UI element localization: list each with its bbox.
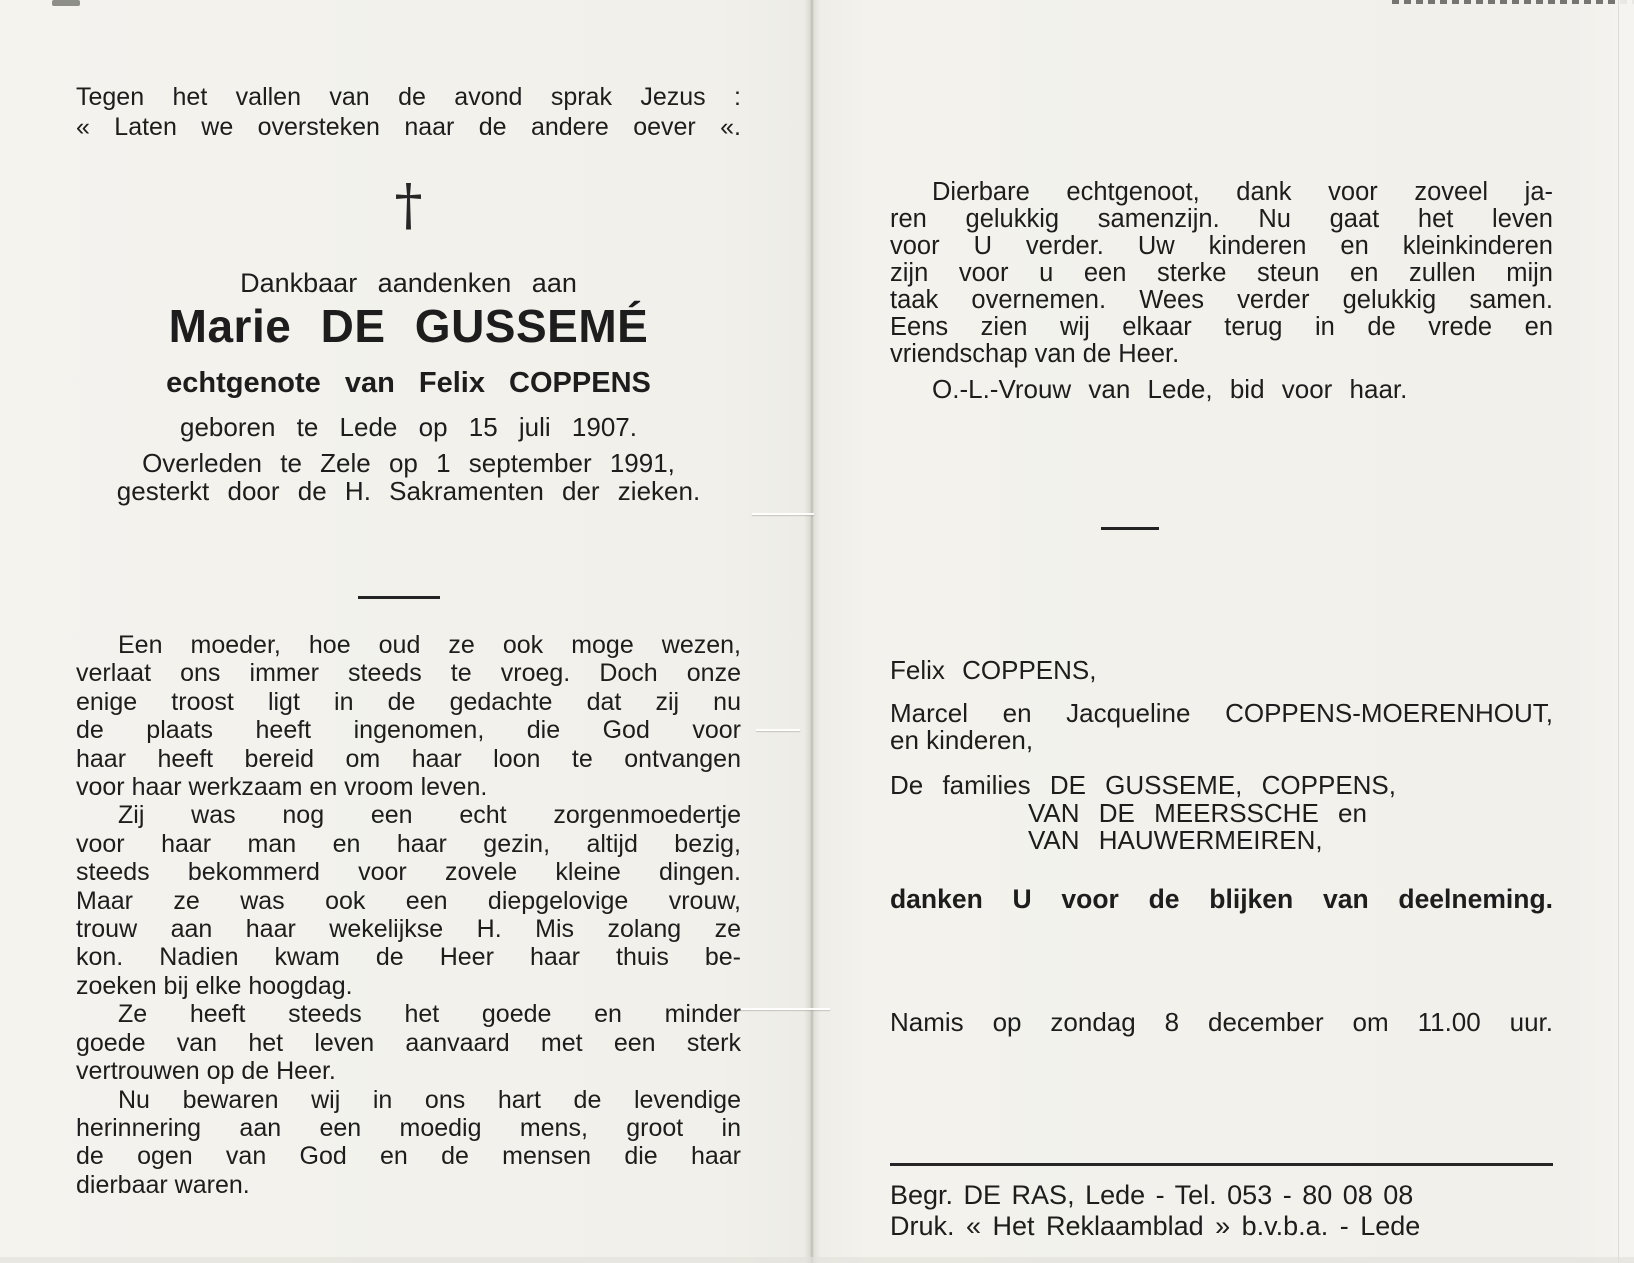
- text-line: de ogen van God en de mensen die haar: [76, 1142, 741, 1171]
- text-line: zoeken bij elke hoogdag.: [76, 971, 353, 1000]
- intro-line: Dankbaar aandenken aan: [240, 268, 577, 298]
- farewell-text: [890, 179, 1553, 368]
- memorial-text: [76, 631, 741, 1199]
- scripture-quote: [76, 82, 741, 142]
- section-divider-left: [358, 596, 440, 599]
- text-line: Overleden te Zele op 1 september 1991,: [142, 448, 675, 478]
- text-line: haar heeft bereid om haar loon te ontvangen: [76, 744, 741, 773]
- text-line: Dierbare echtgenoot, dank voor zoveel ja-: [932, 178, 1553, 206]
- cross-icon: †: [394, 173, 423, 238]
- paper-edge-right: [1618, 0, 1634, 1263]
- text-line: herinnering aan een moedig mens, groot in: [76, 1113, 741, 1142]
- undertaker-line: Begr. DE RAS, Lede - Tel. 053 - 80 08 08: [890, 1180, 1414, 1210]
- text-line: Tegen het vallen van de avond sprak Jezus :: [76, 83, 741, 111]
- text-line: gesterkt door de H. Sakramenten der zieken.: [116, 476, 701, 506]
- text-line: « Laten we oversteken naar de andere oever «.: [76, 113, 741, 141]
- left-page: [76, 0, 741, 1263]
- text-line: voor U verder. Uw kinderen en kleinkinderen: [890, 232, 1553, 260]
- mourner-families: [890, 772, 1553, 855]
- text-line: vriendschap van de Heer.: [890, 340, 1180, 368]
- text-line: steeds bekommerd voor zovele kleine dingen.: [76, 858, 741, 887]
- fold-crease: [804, 0, 820, 1263]
- text-line: goede van het leven aanvaard met een sterk: [76, 1028, 741, 1057]
- footer-rule: [890, 1163, 1553, 1166]
- spouse-line: echtgenote van Felix COPPENS: [166, 367, 651, 399]
- crease-mark: [734, 1008, 830, 1010]
- section-divider-right: [1101, 527, 1159, 530]
- text-line: Marcel en Jacqueline COPPENS-MOERENHOUT,: [890, 698, 1553, 728]
- text-line: Maar ze was ook een diepgelovige vrouw,: [76, 886, 741, 915]
- text-line: Eens zien wij elkaar terug in de vrede en: [890, 313, 1553, 341]
- mourner-children: [890, 700, 1553, 754]
- text-line: ren gelukkig samenzijn. Nu gaat het leven: [890, 205, 1553, 233]
- text-line: enige troost ligt in de gedachte dat zij nu: [76, 687, 741, 716]
- right-page: [890, 0, 1553, 1263]
- text-line: VAN HAUWERMEIREN,: [1028, 825, 1323, 855]
- text-line: vertrouwen op de Heer.: [76, 1057, 336, 1086]
- text-line: verlaat ons immer steeds te vroeg. Doch onze: [76, 659, 741, 688]
- text-line: zijn voor u een sterke steun en zullen mijn: [890, 259, 1553, 287]
- text-line: de plaats heeft ingenomen, die God voor: [76, 716, 741, 745]
- text-line: voor haar werkzaam en vroom leven.: [76, 773, 488, 802]
- death-lines: [76, 449, 741, 505]
- text-line: Ze heeft steeds het goede en minder: [118, 1000, 741, 1029]
- crease-mark: [756, 729, 800, 731]
- text-line: kon. Nadien kwam de Heer haar thuis be-: [76, 943, 741, 972]
- thanks-line: danken U voor de blijken van deelneming.: [890, 884, 1553, 914]
- service-line: Namis op zondag 8 december om 11.00 uur.: [890, 1007, 1553, 1037]
- text-line: dierbaar waren.: [76, 1170, 250, 1199]
- printer-line: Druk. « Het Reklaamblad » b.v.b.a. - Lede: [890, 1211, 1421, 1241]
- text-line: VAN DE MEERSSCHE en: [1028, 797, 1367, 828]
- prayer-line: O.-L.-Vrouw van Lede, bid voor haar.: [932, 374, 1408, 404]
- text-line: en kinderen,: [890, 725, 1034, 755]
- text-line: Een moeder, hoe oud ze ook moge wezen,: [118, 631, 741, 659]
- birth-line: geboren te Lede op 15 juli 1907.: [180, 412, 637, 442]
- text-line: trouw aan haar wekelijkse H. Mis zolang ze: [76, 915, 741, 944]
- text-line: voor haar man en haar gezin, altijd bezig,: [76, 829, 741, 858]
- mourner-husband: Felix COPPENS,: [890, 655, 1097, 685]
- text-line: taak overnemen. Wees verder gelukkig samen.: [890, 286, 1553, 314]
- text-line: Nu bewaren wij in ons hart de levendige: [118, 1085, 741, 1114]
- text-line: De families DE GUSSEME, COPPENS,: [890, 770, 1396, 800]
- crease-mark: [752, 513, 814, 515]
- deceased-name: Marie DE GUSSEMÉ: [168, 300, 649, 352]
- text-line: Zij was nog een echt zorgenmoedertje: [118, 801, 741, 830]
